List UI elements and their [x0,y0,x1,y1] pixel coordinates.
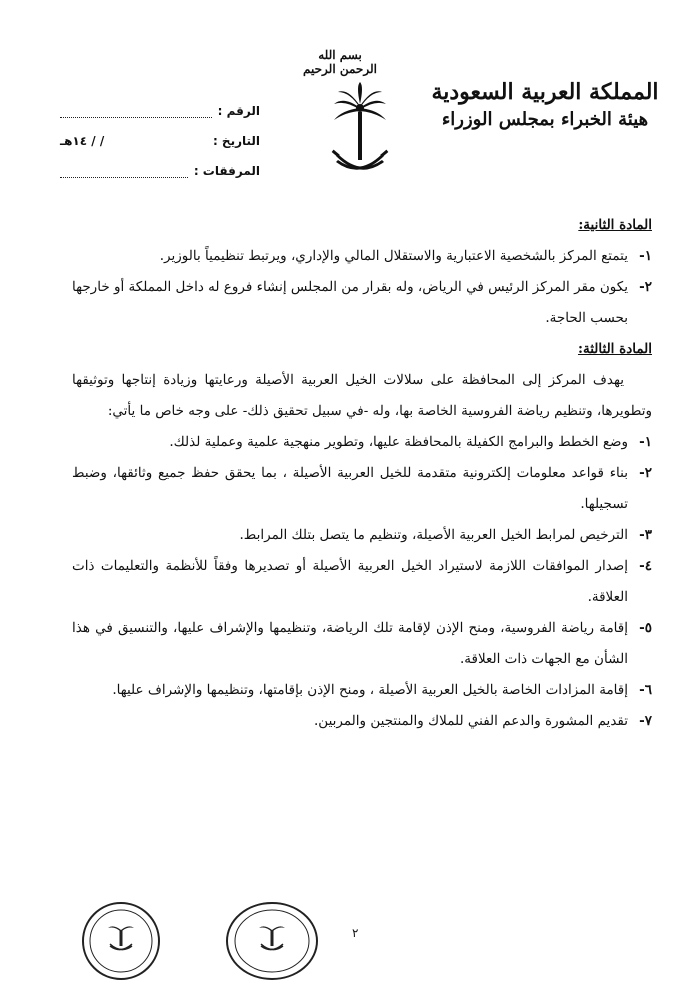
article3-item [72,551,652,613]
attachments-field [60,165,188,178]
article3-item [72,520,652,551]
document-body [72,210,652,737]
item-text: تقديم المشورة والدعم الفني للملاك والمنتجين والمربين. [314,713,628,729]
seal-left-icon [80,900,162,982]
item-text: إقامة رياضة الفروسية، ومنح الإذن لإقامة تلك الرياضة، وتنظيمها والإشراف عليها، والتنسيق في هذا الشأن مع الجهات ذات العلاقة. [72,620,628,667]
item-text: إصدار الموافقات اللازمة لاستيراد الخيل العربية الأصيلة أو تصديرها وفقاً للأنظمة والتعليمات ذات العلاقة. [72,558,628,605]
date-value: / / ١٤هـ [60,134,105,148]
item-number: ٣- [639,527,652,543]
basmala: بسم الله الرحمن الرحيم [303,48,377,76]
article3-heading: المادة الثالثة: [577,341,652,357]
document-meta [60,88,260,178]
seal-right-icon [224,900,320,982]
article2-item [72,272,652,334]
item-text: وضع الخطط والبرامج الكفيلة بالمحافظة عليها، وتطوير منهجية علمية وعملية لذلك. [169,434,628,450]
item-text: يكون مقر المركز الرئيس في الرياض، وله بقرار من المجلس إنشاء فروع له داخل المملكة أو خارجها بحسب الحاجة. [72,279,628,326]
item-text: بناء قواعد معلومات إلكترونية متقدمة للخيل العربية الأصيلة ، بما يحقق حفظ جميع وثائقها، وضبط تسجيلها. [72,465,628,512]
item-number: ١- [639,434,652,450]
issuer-title [430,78,660,132]
article3-item [72,427,652,458]
kingdom-name: المملكة العربية السعودية [431,79,659,105]
item-text: الترخيص لمرابط الخيل العربية الأصيلة، وتنظيم ما يتصل بتلك المرابط. [239,527,628,543]
article3-item [72,458,652,520]
item-number: ١- [639,248,652,264]
attachments-row [60,148,260,178]
date-row [60,118,260,148]
attachments-label: المرفقات : [193,164,260,178]
item-number: ٦- [639,682,652,698]
article2-heading: المادة الثانية: [578,217,652,233]
item-text: إقامة المزادات الخاصة بالخيل العربية الأصيلة ، ومنح الإذن بإقامتها، وتنظيمها والإشراف عليها. [112,682,628,698]
authority-name: هيئة الخبراء بمجلس الوزراء [441,108,649,130]
ref-field [60,105,212,118]
item-number: ٢- [639,279,652,295]
article3-item [72,706,652,737]
item-number: ٤- [639,558,652,574]
date-label: التاريخ : [212,134,260,148]
item-text: يتمتع المركز بالشخصية الاعتبارية والاستقلال المالي والإداري، ويرتبط تنظيمياً بالوزير. [159,248,628,264]
saudi-emblem-icon [330,82,390,182]
item-number: ٧- [639,713,652,729]
article2-item [72,241,652,272]
article3-item [72,675,652,706]
article3-intro: يهدف المركز إلى المحافظة على سلالات الخيل العربية الأصيلة ورعايتها وزيادة إنتاجها وتوثيقها وتطويرها، وتنظيم رياضة الفروسية الخاصة بها، وله -في سبيل تحقيق ذلك- على وجه خاص ما يأتي: [72,372,652,419]
ref-label: الرقم : [217,104,260,118]
article3-item [72,613,652,675]
item-number: ٢- [639,465,652,481]
item-number: ٥- [639,620,652,636]
page-number: ٢ [352,926,359,940]
ref-row [60,88,260,118]
